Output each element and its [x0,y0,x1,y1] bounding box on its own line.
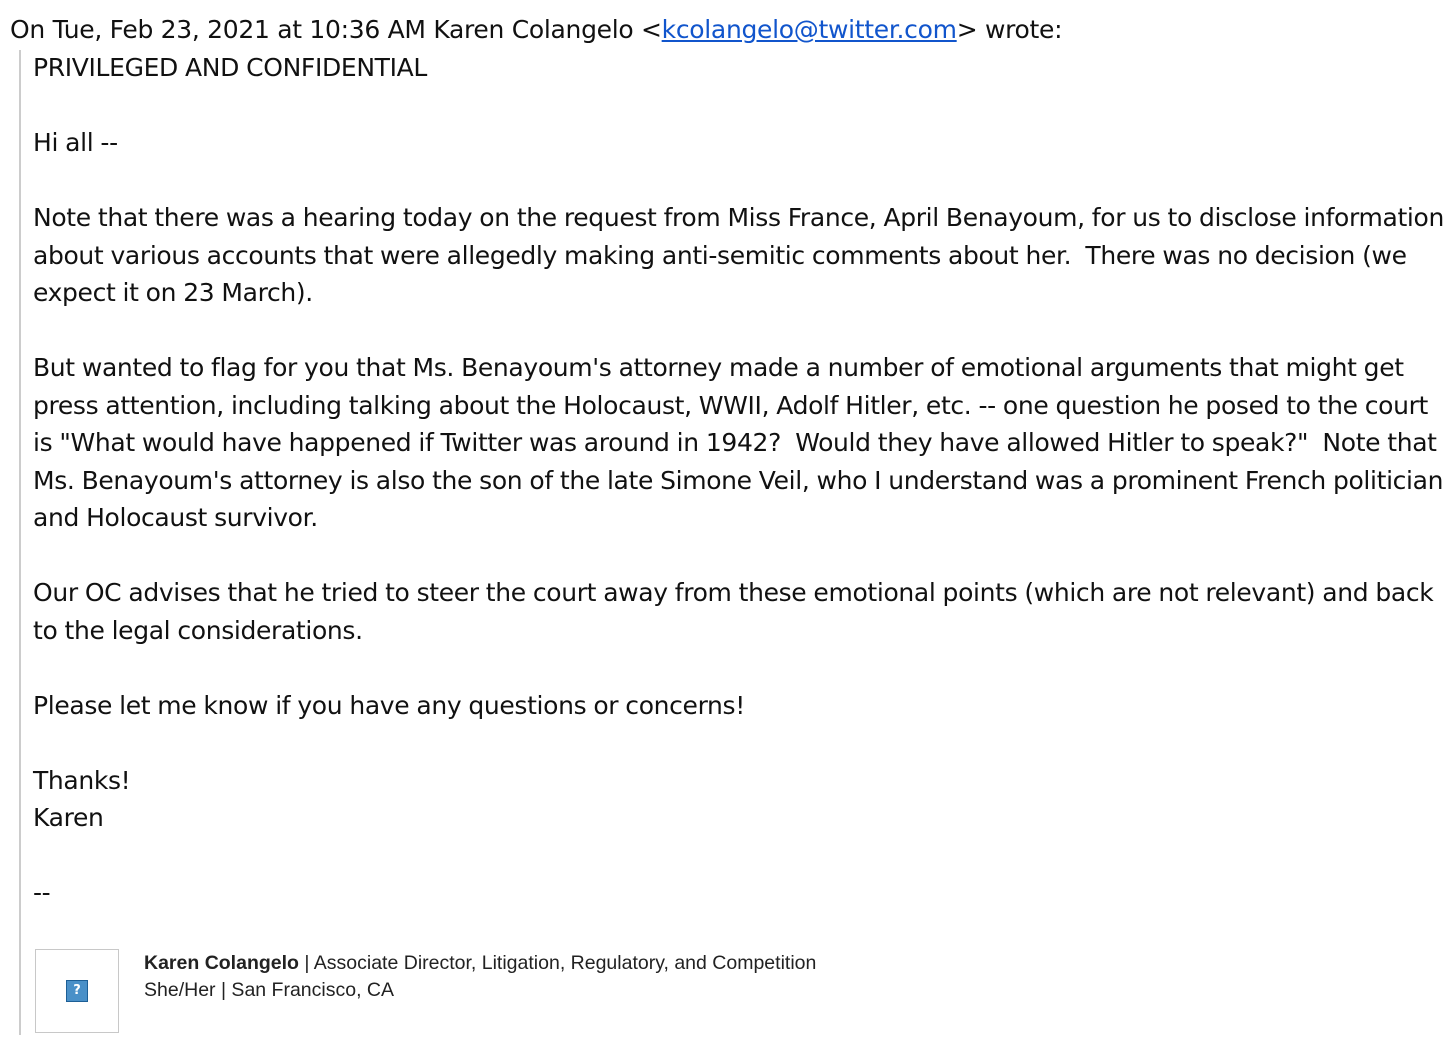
sender-email-link[interactable]: kcolangelo@twitter.com [661,15,957,44]
attribution-suffix: > wrote: [956,15,1063,44]
quote-bar [19,50,21,1035]
signature-pronouns-location: She/Her | San Francisco, CA [144,979,394,1001]
confidential-label: PRIVILEGED AND CONFIDENTIAL [33,53,427,82]
broken-image-icon: ? [66,980,88,1002]
signature-image-placeholder [35,949,119,1033]
email-signature [35,949,935,1033]
paragraph-questions: Please let me know if you have any questions or concerns! [33,690,745,720]
quote-attribution-line [10,12,1062,48]
signature-text [144,950,816,1004]
closing-name: Karen [33,803,104,832]
paragraph-hearing: Note that there was a hearing today on the request from Miss France, April Benayoum, for us to disclose information about various accounts that were allegedly making anti-semitic comments about her. There was no decision (we expect it on 23 March). [33,203,1452,307]
signature-separator: -- [33,878,51,907]
signature-name: Karen Colangelo [144,952,299,974]
attribution-prefix: On Tue, Feb 23, 2021 at 10:36 AM Karen Colangelo < [10,15,662,44]
signature-title: | Associate Director, Litigation, Regulatory, and Competition [298,952,817,974]
greeting: Hi all -- [33,128,118,157]
quoted-message-body [33,49,1453,912]
paragraph-oc-advice: Our OC advises that he tried to steer the court away from these emotional points (which are not relevant) and back to the legal considerations. [33,578,1441,645]
closing: Thanks! [33,765,131,795]
signature-name-line [144,950,816,977]
paragraph-attorney: But wanted to flag for you that Ms. Benayoum's attorney made a number of emotional arguments that might get press attention, including talking about the Holocaust, WWII, Adolf Hitler, etc. -- one question he posed to the court is "What would have happened if Twitter was around in 1942? Would they have allowed Hitler to speak?" Note that Ms. Benayoum's attorney is also the son of the late Simone Veil, who I understand was a prominent French politician and Holocaust survivor. [33,353,1451,532]
